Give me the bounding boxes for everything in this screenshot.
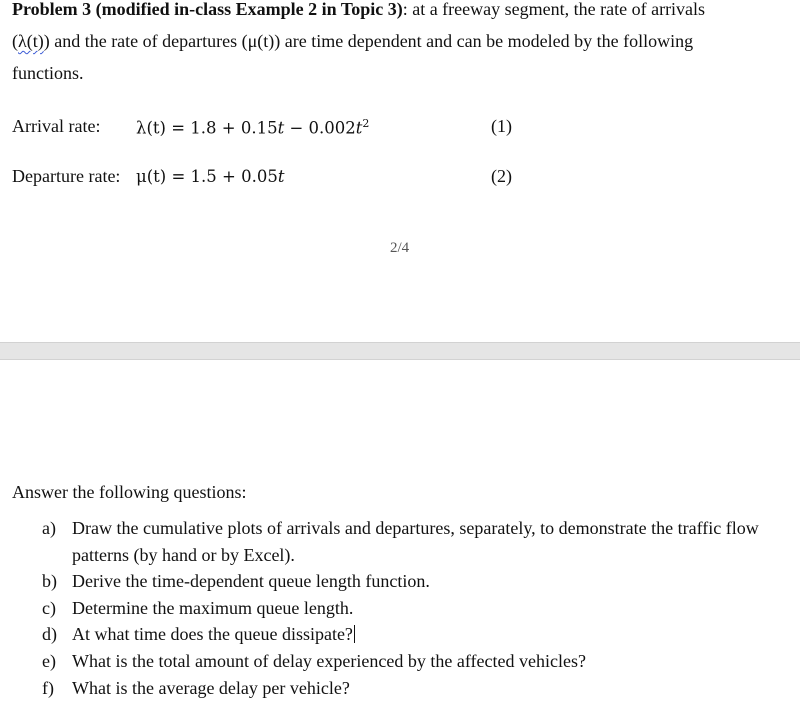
list-item <box>12 515 792 568</box>
lambda-spellcheck-term: λ(t) <box>18 31 44 51</box>
list-item <box>12 675 792 702</box>
question-letter: c) <box>42 597 56 618</box>
problem-line-2-rest: ) and the rate of departures (μ(t)) are time dependent and can be modeled by the following <box>43 31 694 51</box>
question-letter: d) <box>42 624 57 645</box>
problem-line-2-open-paren: ( <box>12 31 18 51</box>
equation-arrival-exponent: 2 <box>362 117 370 130</box>
equation-arrival-rhs-b: − 0.002 <box>284 118 356 138</box>
equation-departure-rhs-a: = 1.5 + 0.05 <box>166 167 278 186</box>
equation-departure-var1: t <box>277 167 285 186</box>
equation-departure-label: Departure rate: <box>12 166 121 186</box>
equation-arrival-lhs: λ(t) <box>136 118 166 138</box>
equation-arrival-var2: t <box>355 118 363 138</box>
question-text: Determine the maximum queue length. <box>72 597 354 618</box>
text-cursor <box>354 625 355 643</box>
problem-statement <box>12 0 792 89</box>
problem-line-2 <box>12 25 792 57</box>
document-page-top <box>0 0 800 342</box>
question-letter: b) <box>42 571 57 592</box>
equation-number-1: (1) <box>491 116 512 136</box>
page-number: 2/4 <box>390 240 410 256</box>
problem-heading: Problem 3 (modified in-class Example 2 in Topic 3) <box>12 0 403 19</box>
list-item <box>12 568 792 595</box>
equation-arrival-rhs-a: = 1.8 + 0.15 <box>165 118 278 138</box>
question-list <box>12 515 792 701</box>
question-text: What is the average delay per vehicle? <box>72 677 350 698</box>
answer-intro: Answer the following questions: <box>12 482 247 502</box>
question-text: Draw the cumulative plots of arrivals and departures, separately, to demonstrate the traffic flow patterns (by hand or by Excel). <box>72 518 759 565</box>
question-letter: f) <box>42 677 54 698</box>
list-item <box>12 621 792 648</box>
equation-arrival-label: Arrival rate: <box>12 116 101 136</box>
question-text: At what time does the queue dissipate? <box>72 624 353 645</box>
question-text-with-caret[interactable] <box>72 621 772 648</box>
equation-arrival-var1: t <box>277 118 285 138</box>
question-letter: a) <box>42 518 56 538</box>
question-text: What is the total amount of delay experienced by the affected vehicles? <box>72 650 586 671</box>
problem-line-1 <box>12 0 792 25</box>
equation-departure-lhs: μ(t) <box>136 167 167 186</box>
equation-number-2: (2) <box>491 166 512 186</box>
list-item <box>12 595 792 622</box>
equation-departure <box>136 167 284 186</box>
question-text: Derive the time-dependent queue length function. <box>72 571 430 592</box>
question-letter: e) <box>42 650 56 671</box>
equation-arrival <box>136 117 369 138</box>
list-item <box>12 648 792 675</box>
problem-intro: : at a freeway segment, the rate of arrivals <box>402 0 706 19</box>
problem-line-3: functions. <box>12 63 84 83</box>
page-break <box>0 342 800 360</box>
